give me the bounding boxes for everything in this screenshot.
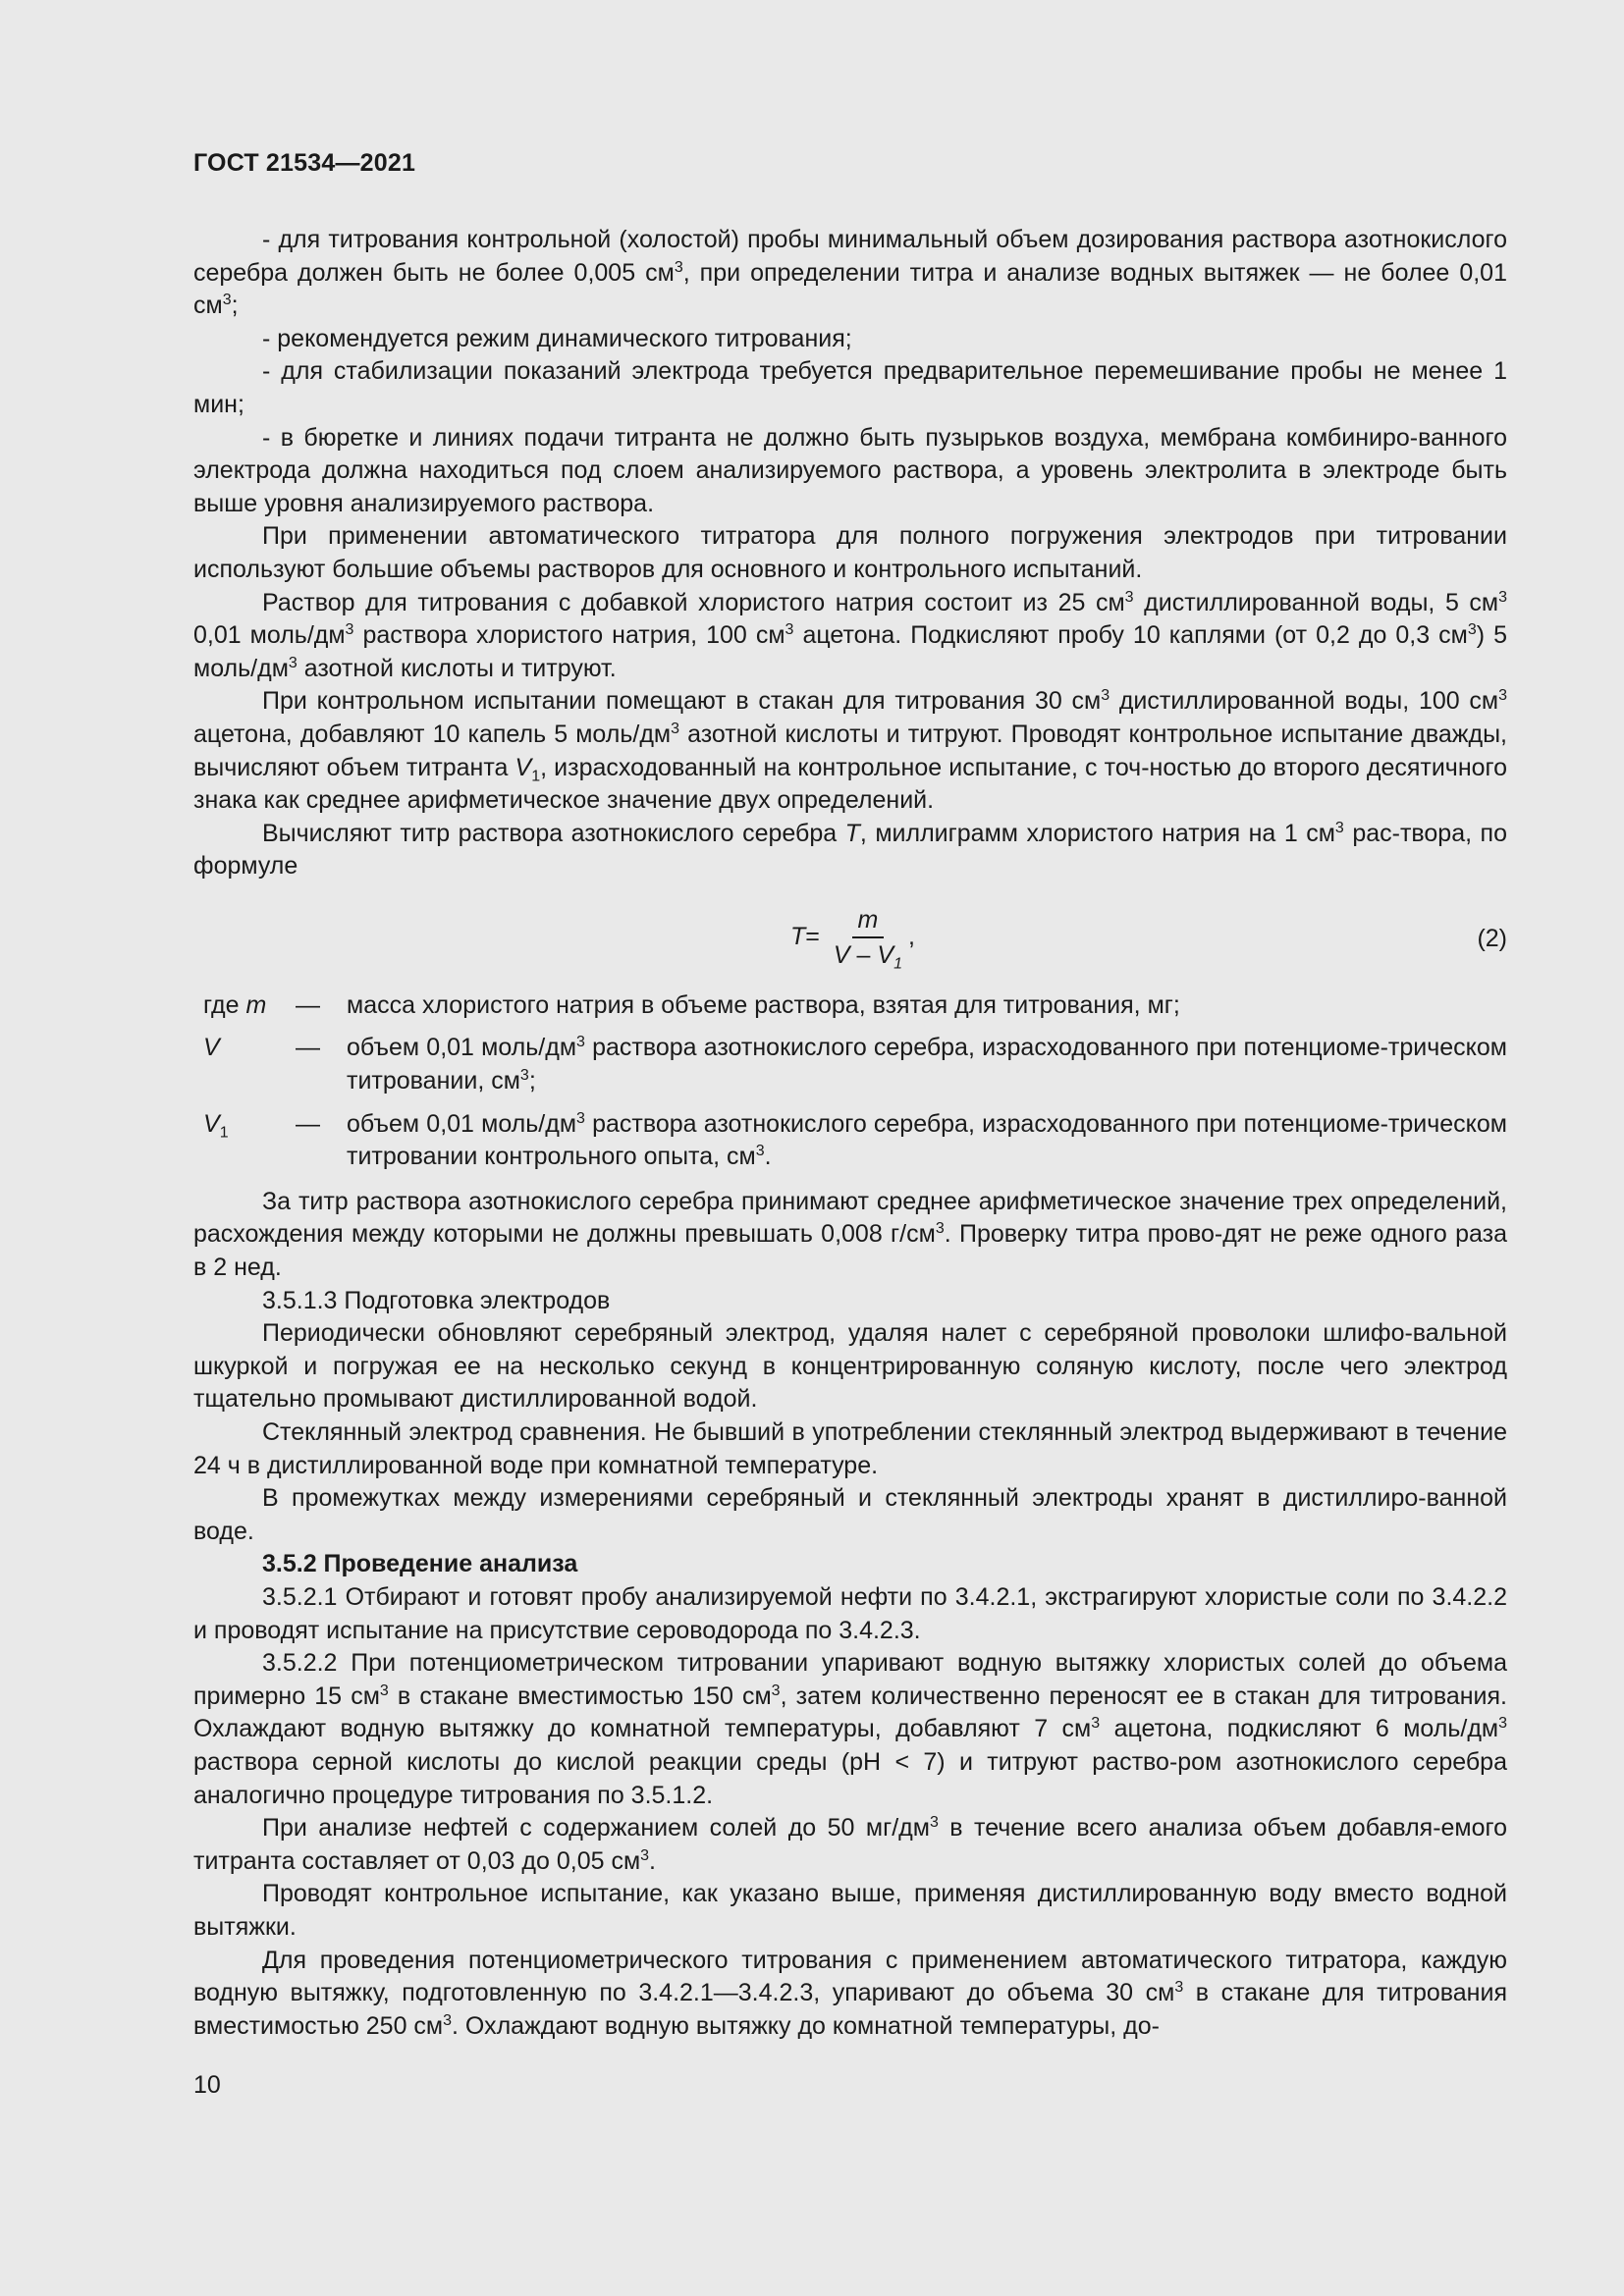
paragraph: 3.5.2.2 При потенциометрическом титровании упаривают водную вытяжку хлористых солей до объема примерно 15 $см^3$ в стакане вместимостью 150 $см^3$, затем количественно переносят ее в стакан для титрования. Охлаждают водную вытяжку до комнатной температуры, добавляют 7 $см^3$ ацетона, подкисляют 6 моль/$дм^3$ раствора серной кислоты до кислой реакции среды (pH < 7) и титруют раство-ром азотнокислого серебра аналогично процедуре титрования по 3.5.1.2.: [193, 1649, 1508, 1809]
document-body: [193, 224, 1507, 2043]
paragraph: При контрольном испытании помещают в стакан для титрования 30 $см^3$ дистиллированной воды, 100 $см^3$ ацетона, добавляют 10 капель 5 моль/$дм^3$ азотной кислоты и титруют. Проводят контрольное испытание дважды, вычисляют объем титранта $V_1$, израсходованный на контрольное испытание, с точ-ностью до второго десятичного знака как среднее арифметическое значение двух определений.: [193, 687, 1508, 815]
paragraph: - для стабилизации показаний электрода требуется предварительное перемешивание пробы не менее 1 мин;: [193, 357, 1507, 418]
paragraph: - рекомендуется режим динамического титрования;: [262, 324, 852, 352]
paragraph: В промежутках между измерениями серебряный и стеклянный электроды хранят в дистиллиро-ванной воде.: [193, 1484, 1507, 1545]
formula-definitions: [203, 989, 1507, 1174]
paragraph: При применении автоматического титратора для полного погружения электродов при титровании используют большие объемы растворов для основного и контрольного испытаний.: [193, 522, 1507, 583]
paragraph: При анализе нефтей с содержанием солей до 50 $мг/дм^3$ в течение всего анализа объем добавля-емого титранта составляет от 0,03 до 0,05 $см^3$.: [193, 1814, 1507, 1875]
paragraph: 3.5.2.1 Отбирают и готовят пробу анализируемой нефти по 3.4.2.1, экстрагируют хлористые соли по 3.4.2.2 и проводят испытание на присутствие сероводорода по 3.4.2.3.: [193, 1582, 1507, 1644]
paragraph: Стеклянный электрод сравнения. Не бывший в употреблении стеклянный электрод выдерживают в течение 24 ч в дистиллированной воде при комнатной температуре.: [193, 1418, 1507, 1479]
page-number: 10: [193, 2071, 221, 2099]
paragraph: Проводят контрольное испытание, как указано выше, применяя дистиллированную воду вместо водной вытяжки.: [193, 1880, 1507, 1941]
paragraph: Периодически обновляют серебряный электрод, удаляя налет с серебряной проволоки шлифо-вальной шкуркой и погружая ее на несколько секунд в концентрированную соляную кислоту, после чего электрод тщательно промывают дистиллированной водой.: [193, 1319, 1507, 1414]
section-heading: 3.5.2 Проведение анализа: [262, 1550, 578, 1578]
paragraph: За титр раствора азотнокислого серебра принимают среднее арифметическое значение трех определений, расхождения между которыми не должны превышать 0,008 $г/см^3$. Проверку титра прово-дят не реже одного раза в 2 нед.: [193, 1187, 1508, 1282]
titer-formula: T = $\frac{m}{V - V_1}$ ,: [790, 905, 915, 973]
paragraph: Раствор для титрования с добавкой хлористого натрия состоит из 25 $см^3$ дистиллированной воды, 5 $см^3$ 0,01 моль/$дм^3$ раствора хлористого натрия, 100 $см^3$ ацетона. Подкисляют пробу 10 каплями (от 0,2 до 0,3 $см^3$) 5 моль/$дм^3$ азотной кислоты и титруют.: [193, 588, 1508, 682]
definition-row: $V_1$ — объем 0,01 моль/$дм^3$ раствора азотнокислого серебра, израсходованного при потенциоме-трическом титровании контрольного опыта, $см^3$.: [203, 1109, 1507, 1171]
formula-block: [193, 905, 1507, 976]
paragraph: Вычисляют титр раствора азотнокислого серебра T, миллиграмм хлористого натрия на 1 $см^3$ рас-твора, по формуле: [193, 819, 1507, 881]
formula-number: (2): [1477, 924, 1507, 952]
section-heading: 3.5.1.3 Подготовка электродов: [262, 1286, 611, 1314]
paragraph: - для титрования контрольной (холостой) пробы минимальный объем дозирования раствора азотнокислого серебра должен быть не более 0,005 $см^3$, при определении титра и анализе водных вытяжек — не более 0,01 $см^3$;: [193, 226, 1507, 320]
definition-row: V — объем 0,01 моль/$дм^3$ раствора азотнокислого серебра, израсходованного при потенциоме-трическом титровании, $см^3$;: [203, 1034, 1507, 1095]
paragraph: Для проведения потенциометрического титрования с применением автоматического титратора, каждую водную вытяжку, подготовленную по 3.4.2.1—3.4.2.3, упаривают до объема 30 $см^3$ в стакане для титрования вместимостью 250 $см^3$. Охлаждают водную вытяжку до комнатной температуры, до-: [193, 1946, 1507, 2040]
document-header: ГОСТ 21534—2021: [193, 149, 416, 177]
definition-row: где m — масса хлористого натрия в объеме раствора, взятая для титрования, мг;: [203, 990, 1180, 1019]
formula-fraction: $\frac{m}{V - V_1}$: [833, 905, 902, 973]
paragraph: - в бюретке и линиях подачи титранта не должно быть пузырьков воздуха, мембрана комбиниро-ванного электрода должна находиться под слоем анализируемого раствора, а уровень электролита в электроде быть выше уровня анализируемого раствора.: [193, 423, 1507, 517]
